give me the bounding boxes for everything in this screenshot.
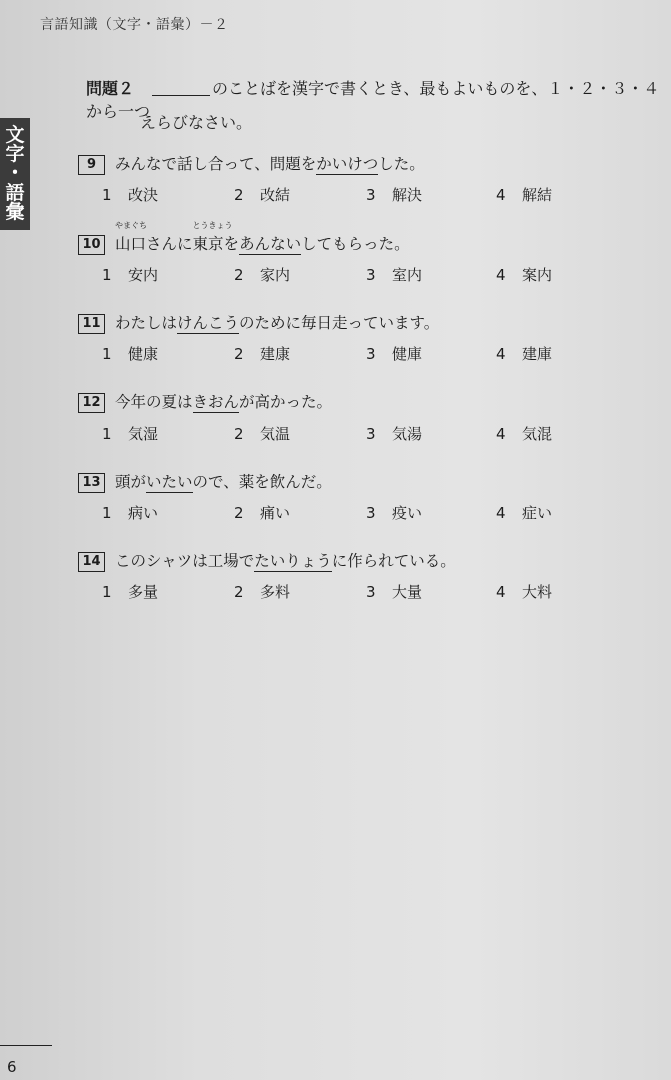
choice-4[interactable]: 4 気混 — [496, 425, 553, 443]
question-number: 12 — [78, 393, 105, 413]
choices-9 — [94, 184, 614, 206]
choice-1[interactable]: 1 安内 — [102, 266, 159, 284]
target-word: いたい — [146, 473, 193, 491]
question-text: してもらった。 — [301, 235, 410, 253]
question-text: した。 — [378, 155, 425, 173]
choice-2[interactable]: 2 建康 — [234, 345, 291, 363]
choices-10 — [94, 264, 614, 286]
choice-2[interactable]: 2 痛い — [234, 504, 291, 522]
question-text: 頭が — [115, 473, 147, 491]
choices-11 — [94, 343, 614, 365]
question-9 — [78, 152, 425, 175]
side-tab-char: 字 — [5, 142, 25, 165]
choice-2[interactable]: 2 家内 — [234, 266, 291, 284]
choices-13 — [94, 502, 614, 524]
page-header: 言語知識（文字・語彙）－２ — [40, 17, 229, 33]
choice-1[interactable]: 1 多量 — [102, 583, 159, 601]
choice-1[interactable]: 1 病い — [102, 504, 159, 522]
choice-1[interactable]: 1 健康 — [102, 345, 159, 363]
question-number: 11 — [78, 314, 105, 334]
choice-4[interactable]: 4 解結 — [496, 186, 553, 204]
question-text: ので、薬を飲んだ。 — [192, 473, 332, 491]
target-word: あんない — [239, 235, 302, 253]
word-with-furigana: やまぐち 山口 — [115, 221, 147, 253]
blank-underline — [152, 95, 210, 96]
question-text: さんに — [146, 235, 193, 253]
question-text: 今年の夏は — [115, 393, 193, 411]
page-number-rule — [0, 1045, 52, 1046]
word-with-furigana: とうきょう 東京 — [192, 221, 233, 253]
page-number: 6 — [7, 1058, 17, 1076]
question-11 — [78, 311, 439, 334]
choice-3[interactable]: 3 健庫 — [366, 345, 423, 363]
question-text: このシャツは工場で — [115, 552, 255, 570]
question-12 — [78, 390, 332, 413]
question-number: 13 — [78, 473, 105, 493]
question-text: みんなで話し合って、問題を — [115, 155, 317, 173]
question-10 — [78, 221, 410, 255]
mondai-title: 問題２ — [86, 79, 135, 98]
question-text: を — [223, 235, 240, 253]
target-word: きおん — [192, 393, 240, 411]
question-text: が高かった。 — [239, 393, 333, 411]
choice-1[interactable]: 1 改決 — [102, 186, 159, 204]
choices-12 — [94, 423, 614, 445]
choice-3[interactable]: 3 気湯 — [366, 425, 423, 443]
question-text: わたしは — [115, 314, 178, 332]
choice-3[interactable]: 3 疫い — [366, 504, 423, 522]
choices-14 — [94, 581, 614, 603]
choice-2[interactable]: 2 気温 — [234, 425, 291, 443]
question-text: のために毎日走っています。 — [239, 314, 440, 332]
choice-3[interactable]: 3 解決 — [366, 186, 423, 204]
instruction-text-1: のことばを漢字で書くとき、最もよいものを、１・２・３・４から一つ — [86, 79, 660, 121]
choice-3[interactable]: 3 大量 — [366, 583, 423, 601]
target-word: かいけつ — [316, 155, 379, 173]
choice-2[interactable]: 2 多料 — [234, 583, 291, 601]
target-word: たいりょう — [254, 552, 332, 570]
choice-3[interactable]: 3 室内 — [366, 266, 423, 284]
section-side-tab — [0, 118, 30, 230]
instruction-text-2: えらびなさい。 — [140, 113, 253, 132]
side-tab-char: 文 — [5, 123, 25, 146]
choice-4[interactable]: 4 症い — [496, 504, 553, 522]
question-text: に作られている。 — [331, 552, 456, 570]
furigana: やまぐち — [115, 221, 147, 230]
question-14 — [78, 549, 456, 572]
choice-4[interactable]: 4 大料 — [496, 583, 553, 601]
question-number: 10 — [78, 235, 105, 255]
choice-2[interactable]: 2 改結 — [234, 186, 291, 204]
question-number: 9 — [78, 155, 105, 175]
side-tab-char: ・ — [5, 162, 25, 185]
choice-4[interactable]: 4 建庫 — [496, 345, 553, 363]
target-word: けんこう — [177, 314, 240, 332]
choice-4[interactable]: 4 案内 — [496, 266, 553, 284]
side-tab-char: 語 — [5, 181, 25, 204]
question-13 — [78, 470, 332, 493]
furigana: とうきょう — [192, 221, 233, 230]
side-tab-char: 彙 — [5, 201, 25, 224]
choice-1[interactable]: 1 気湿 — [102, 425, 159, 443]
question-number: 14 — [78, 552, 105, 572]
